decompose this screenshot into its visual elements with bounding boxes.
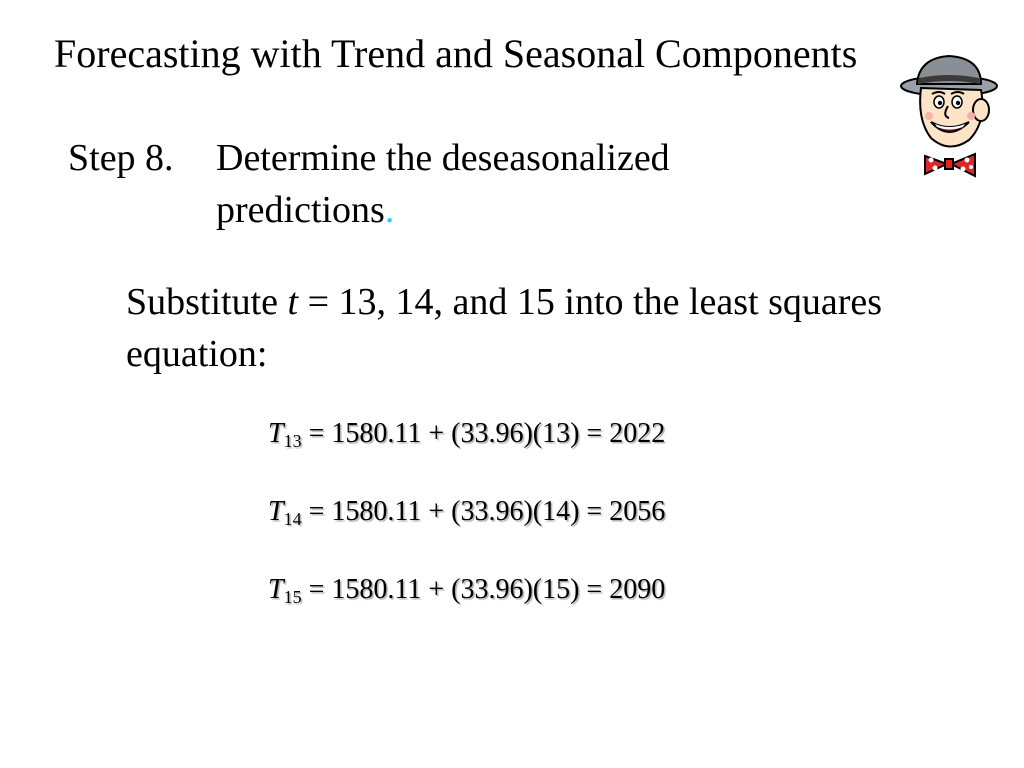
equation-expression: = 1580.11 + (33.96)(13) = 2022 <box>301 418 666 449</box>
equation-subscript: 14 <box>283 509 302 529</box>
equation-row <box>268 418 665 458</box>
substitute-variable: t <box>287 281 299 323</box>
step-period: . <box>384 189 395 231</box>
equation-symbol: T <box>268 574 284 605</box>
step-description-line2: predictions <box>216 189 385 231</box>
step-description-line1: Determine the deseasonalized <box>216 137 670 179</box>
equation-list <box>268 418 665 652</box>
equation-row <box>268 574 665 614</box>
substitute-instruction <box>126 276 946 380</box>
step-heading <box>68 132 670 236</box>
equation-subscript: 15 <box>283 587 302 607</box>
equation-expression: = 1580.11 + (33.96)(14) = 2056 <box>301 496 666 527</box>
cartoon-man-hat-bowtie-icon <box>895 50 1007 178</box>
substitute-suffix: = 13, 14, and 15 into the least squares equation: <box>126 281 883 375</box>
step-number: Step 8. <box>68 137 174 179</box>
equation-symbol: T <box>268 496 284 527</box>
equation-expression: = 1580.11 + (33.96)(15) = 2090 <box>301 574 666 605</box>
equation-subscript: 13 <box>283 431 302 451</box>
equation-symbol: T <box>268 418 284 449</box>
slide-title: Forecasting with Trend and Seasonal Components <box>54 31 858 76</box>
substitute-prefix: Substitute <box>126 281 288 323</box>
equation-row <box>268 496 665 536</box>
